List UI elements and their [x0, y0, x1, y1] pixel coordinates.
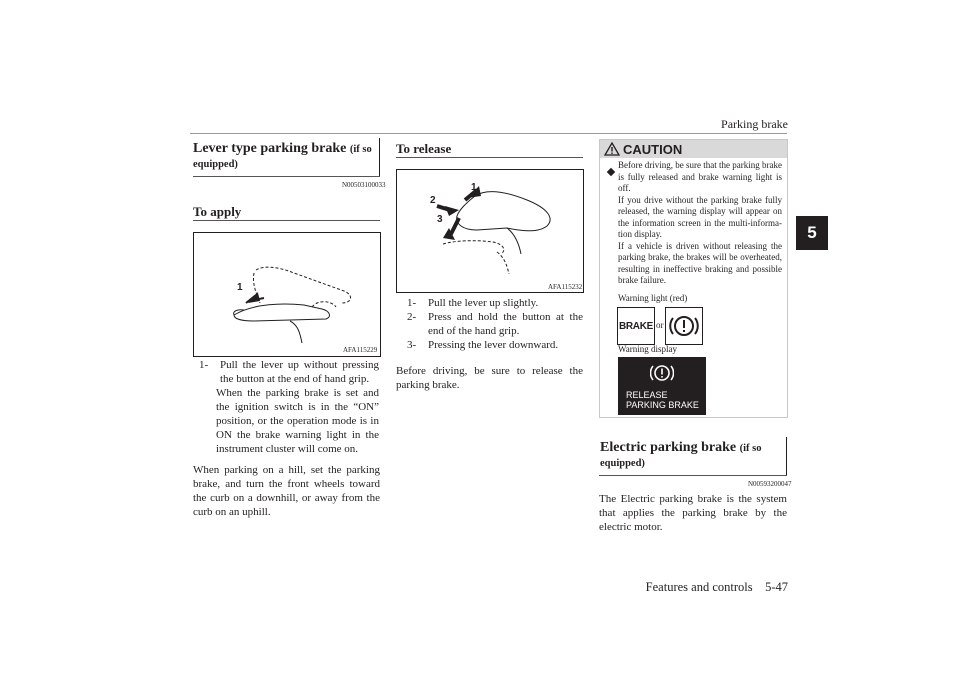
display-line-1: RELEASE — [626, 390, 668, 400]
header-rule — [190, 133, 787, 134]
list-text-continued: When the parking brake is set and the ignition switch is in the “ON” position, or the operation mode is in ON the brake warning light in the instrument cluster will come on. — [216, 387, 379, 455]
subheading-underline — [193, 220, 380, 221]
figure-code: AFA115229 — [343, 346, 378, 354]
brake-symbol-indicator — [665, 307, 703, 345]
release-parking-brake-display — [618, 357, 706, 415]
list-item — [199, 358, 379, 386]
figure-callout-2: 2 — [430, 195, 436, 206]
brake-indicator-text: BRAKE — [618, 320, 654, 332]
warning-triangle-icon — [604, 142, 620, 156]
page-footer: Features and controls 5-47 — [645, 580, 788, 594]
figure-callout-3: 3 — [437, 214, 443, 225]
caution-label: CAUTION — [623, 141, 683, 157]
section-code: N00503100033 — [342, 181, 386, 189]
caution-paragraph: Before driving, be sure that the parking brake is fully released and brake warning light is off. — [618, 160, 782, 193]
list-text: Pull the lever up without pressing the button at the end of hand grip. — [220, 359, 379, 385]
figure-code: AFA115232 — [548, 283, 583, 291]
apply-steps — [199, 358, 379, 456]
caution-text — [618, 160, 782, 304]
list-text: Pull the lever up slightly. — [428, 297, 539, 309]
section-title-line2: equipped) — [193, 159, 238, 170]
list-text: Pressing the lever downward. — [428, 339, 559, 351]
release-steps — [407, 296, 583, 352]
display-brake-icon — [650, 361, 674, 385]
display-line-2: PARKING BRAKE — [626, 400, 699, 410]
subheading-underline — [396, 157, 583, 158]
caution-box — [599, 139, 788, 418]
caution-header — [600, 140, 787, 158]
running-header: Parking brake — [721, 117, 788, 131]
subheading-to-release: To release — [396, 141, 452, 156]
list-item — [407, 296, 583, 310]
warning-light-label: Warning light (red) — [618, 292, 688, 303]
list-number: 3- — [407, 339, 417, 351]
paragraph-release-before-driving: Before driving, be sure to release the parking brake. — [396, 365, 583, 391]
section-title-underline — [193, 176, 380, 177]
section-code: N00593200047 — [748, 480, 792, 488]
list-number: 1- — [199, 359, 209, 371]
bullet-diamond-icon — [607, 168, 615, 176]
figure-apply-lever — [193, 232, 381, 357]
paragraph-electric-parking-brake: The Electric parking brake is the system that applies the parking brake by the electric motor. — [599, 493, 787, 533]
section-title-small: (if so — [739, 443, 762, 454]
section-title-underline — [599, 475, 787, 476]
section-electric-parking-brake-title — [600, 440, 786, 469]
section-title-bar — [786, 437, 787, 475]
section-lever-parking-brake-title — [193, 141, 379, 170]
section-title-small: (if so — [349, 144, 372, 155]
figure-callout-1: 1 — [237, 282, 243, 293]
chapter-tab: 5 — [796, 216, 828, 250]
list-item — [407, 310, 583, 338]
lever-apply-illustration — [194, 233, 380, 356]
section-title-bar — [379, 138, 380, 176]
paragraph-hill-parking: When parking on a hill, set the parking brake, and turn the front wheels toward the curb on a downhill, or away from the curb on an uphill. — [193, 464, 380, 518]
list-text: Press and hold the button at the end of the hand grip. — [428, 311, 583, 337]
caution-bullet — [608, 162, 614, 180]
figure-release-lever — [396, 169, 584, 293]
caution-paragraph: If a vehicle is driven without releasing the parking brake, the brakes will be overheated, resulting in ineffective braking and possible brake failure. — [618, 240, 782, 285]
caution-paragraph: If you drive without the parking brake fully released, the warning display will appear on the information screen in the multi-informa-tion display. — [618, 194, 782, 239]
subheading-to-apply: To apply — [193, 204, 242, 219]
figure-callout-1: 1 — [471, 182, 477, 193]
brake-circle-exclamation-icon — [669, 311, 699, 341]
lever-release-illustration — [397, 170, 583, 292]
list-number: 2- — [407, 311, 417, 323]
warning-display-label: Warning display — [618, 344, 678, 354]
section-title-line2: equipped) — [600, 458, 645, 469]
list-item — [407, 338, 583, 352]
section-title-main: Lever type parking brake — [193, 141, 347, 156]
section-title-main: Electric parking brake — [600, 440, 737, 455]
or-text: or — [656, 320, 664, 330]
list-number: 1- — [407, 297, 417, 309]
brake-warning-indicator — [617, 307, 655, 345]
